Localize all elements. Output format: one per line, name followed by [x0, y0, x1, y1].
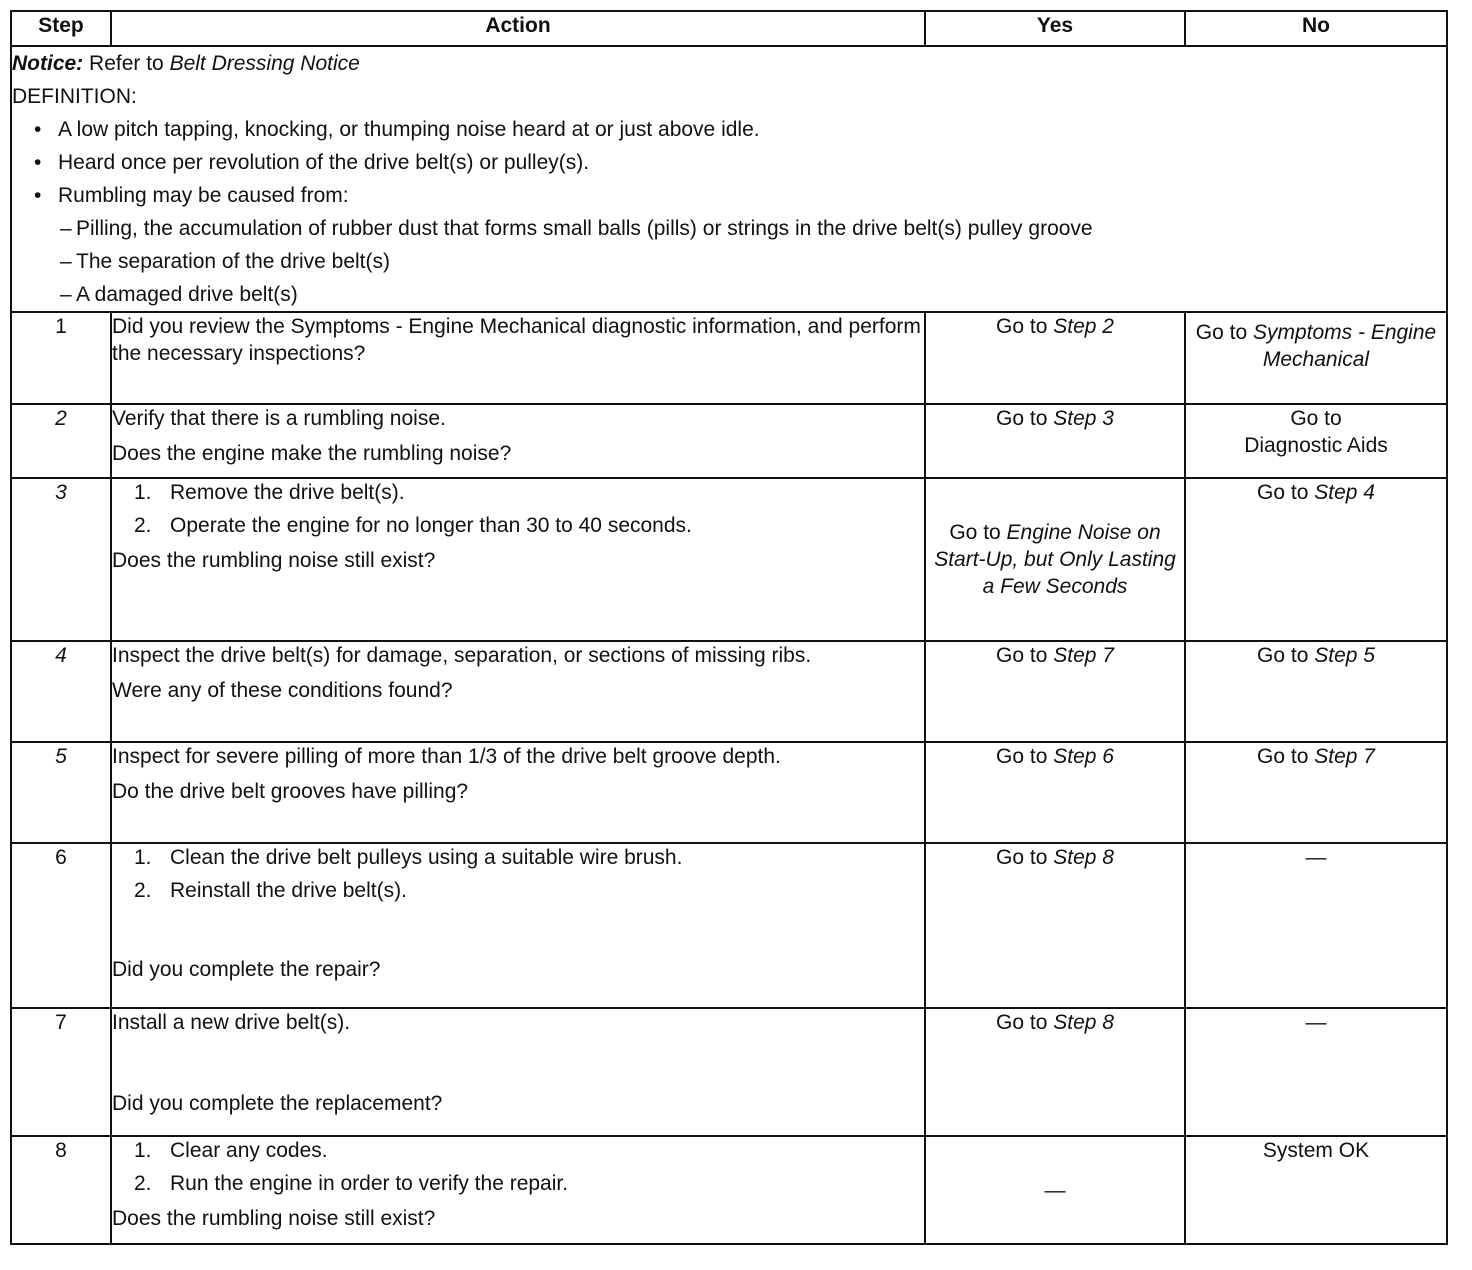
action-text: Inspect the drive belt(s) for damage, separation, or sections of missing ribs.: [112, 644, 812, 667]
table-header-row: [11, 11, 1447, 46]
action-steps: [112, 844, 924, 904]
no-cell: [1185, 478, 1447, 641]
action-text: Verify that there is a rumbling noise.: [112, 407, 446, 430]
action-step: [112, 877, 924, 904]
action-text: Install a new drive belt(s).: [112, 1011, 351, 1034]
action-cell: [111, 1008, 925, 1136]
notice-row: [11, 46, 1447, 312]
action-step: [112, 1170, 924, 1197]
step-item-number: 2.: [134, 879, 152, 902]
action-question: Does the rumbling noise still exist?: [112, 549, 436, 572]
table-row: [11, 843, 1447, 1008]
action-question: Did you complete the replacement?: [112, 1092, 443, 1115]
notice-reference: Belt Dressing Notice: [169, 52, 360, 75]
notice-line: [12, 47, 1446, 80]
no-prefix: Go to: [1257, 481, 1315, 504]
action-cell: [111, 404, 925, 478]
step-item-number: 2.: [134, 514, 152, 537]
step-number: 3: [11, 478, 111, 641]
step-item-text: Operate the engine for no longer than 30 to 40 seconds.: [170, 514, 692, 537]
step-item-text: Run the engine in order to verify the repair.: [170, 1172, 569, 1195]
yes-cell: [925, 641, 1185, 742]
cause-item: – Pilling, the accumulation of rubber dust that forms small balls (pills) or strings in the drive belt(s) pulley groove: [12, 212, 1446, 245]
no-cell: [1185, 312, 1447, 404]
step-item-text: Remove the drive belt(s).: [170, 481, 405, 504]
step-item-number: 1.: [134, 846, 152, 869]
no-cell: [1185, 843, 1447, 1008]
table-row: [11, 1136, 1447, 1244]
yes-cell: [925, 1008, 1185, 1136]
step-item-number: 2.: [134, 1172, 152, 1195]
yes-dash: —: [1044, 1178, 1066, 1202]
no-cell: [1185, 1008, 1447, 1136]
definition-bullet: • Heard once per revolution of the drive belt(s) or pulley(s).: [12, 146, 1446, 179]
no-dash: —: [1305, 846, 1327, 869]
no-cell: [1185, 641, 1447, 742]
header-step: Step: [11, 11, 111, 46]
table-row: [11, 478, 1447, 641]
table-row: [11, 1008, 1447, 1136]
yes-prefix: Go to: [996, 644, 1054, 667]
notice-text: Refer to: [83, 52, 170, 75]
action-step: [112, 844, 924, 871]
step-number: 6: [11, 843, 111, 1008]
step-number: 1: [11, 312, 111, 404]
step-item-text: Clear any codes.: [170, 1139, 328, 1162]
action-cell: [111, 843, 925, 1008]
step-number: 7: [11, 1008, 111, 1136]
yes-cell: [925, 742, 1185, 843]
yes-reference: Engine Noise on Start-Up, but Only Lasting a Few Seconds: [934, 521, 1176, 598]
yes-prefix: Go to: [996, 846, 1054, 869]
yes-prefix: Go to: [996, 315, 1054, 338]
no-prefix: Go to: [1257, 644, 1315, 667]
action-cell: [111, 1136, 925, 1244]
yes-cell: [925, 1136, 1185, 1244]
no-dash: —: [1305, 1011, 1327, 1034]
notice-label: Notice:: [12, 52, 84, 75]
yes-reference: Step 8: [1053, 1011, 1114, 1034]
action-steps: [112, 479, 924, 539]
header-yes: Yes: [925, 11, 1185, 46]
cause-item: – A damaged drive belt(s): [12, 278, 1446, 311]
no-result: System OK: [1262, 1139, 1370, 1162]
no-cell: [1185, 742, 1447, 843]
action-text: Inspect for severe pilling of more than 1/3 of the drive belt groove depth.: [112, 745, 781, 768]
no-reference: Step 7: [1314, 745, 1375, 768]
action-question: Do the drive belt grooves have pilling?: [112, 780, 469, 803]
action-cell: [111, 641, 925, 742]
action-step: [112, 512, 924, 539]
action-question: Were any of these conditions found?: [112, 679, 453, 702]
yes-cell: [925, 478, 1185, 641]
definition-bullet: • A low pitch tapping, knocking, or thumping noise heard at or just above idle.: [12, 113, 1446, 146]
action-steps: [112, 1137, 924, 1197]
yes-cell: [925, 312, 1185, 404]
step-number: 4: [11, 641, 111, 742]
yes-prefix: Go to: [996, 407, 1054, 430]
table-row: [11, 312, 1447, 404]
no-reference: Diagnostic Aids: [1244, 434, 1388, 457]
table-row: [11, 742, 1447, 843]
definition-heading: DEFINITION:: [12, 85, 137, 108]
step-item-number: 1.: [134, 1139, 152, 1162]
header-no: No: [1185, 11, 1447, 46]
no-line: Go to: [1290, 407, 1342, 430]
step-item-number: 1.: [134, 481, 152, 504]
yes-reference: Step 2: [1053, 315, 1114, 338]
step-item-text: Reinstall the drive belt(s).: [170, 879, 407, 902]
step-number: 2: [11, 404, 111, 478]
step-item-text: Clean the drive belt pulleys using a suitable wire brush.: [170, 846, 683, 869]
yes-prefix: Go to: [996, 1011, 1054, 1034]
yes-reference: Step 7: [1053, 644, 1114, 667]
yes-reference: Step 3: [1053, 407, 1114, 430]
definition-bullet: • Rumbling may be caused from:: [12, 179, 1446, 212]
header-action: Action: [111, 11, 925, 46]
no-reference: Step 5: [1314, 644, 1375, 667]
cause-item: – The separation of the drive belt(s): [12, 245, 1446, 278]
step-number: 8: [11, 1136, 111, 1244]
yes-cell: [925, 404, 1185, 478]
no-cell: [1185, 1136, 1447, 1244]
definition-bullets: [12, 113, 1446, 212]
no-cell: [1185, 404, 1447, 478]
action-question: Does the engine make the rumbling noise?: [112, 442, 512, 465]
action-text: Did you review the Symptoms - Engine Mechanical diagnostic information, and perform the necessary inspections?: [112, 315, 921, 365]
notice-cell: [11, 46, 1447, 312]
yes-reference: Step 8: [1053, 846, 1114, 869]
action-step: [112, 1137, 924, 1164]
table-row: [11, 641, 1447, 742]
no-prefix: Go to: [1195, 321, 1253, 344]
action-question: Does the rumbling noise still exist?: [112, 1207, 436, 1230]
action-cell: [111, 742, 925, 843]
table-row: [11, 404, 1447, 478]
no-prefix: Go to: [1257, 745, 1315, 768]
action-cell: [111, 478, 925, 641]
rumbling-causes: [12, 212, 1446, 311]
yes-prefix: Go to: [996, 745, 1054, 768]
no-reference: Step 4: [1314, 481, 1375, 504]
no-reference: Symptoms - Engine Mechanical: [1252, 321, 1437, 371]
diagnostic-table: [10, 10, 1448, 1245]
step-number: 5: [11, 742, 111, 843]
yes-reference: Step 6: [1053, 745, 1114, 768]
action-cell: [111, 312, 925, 404]
action-question: Did you complete the repair?: [112, 958, 381, 981]
yes-cell: [925, 843, 1185, 1008]
action-step: [112, 479, 924, 506]
yes-prefix: Go to: [949, 521, 1007, 544]
